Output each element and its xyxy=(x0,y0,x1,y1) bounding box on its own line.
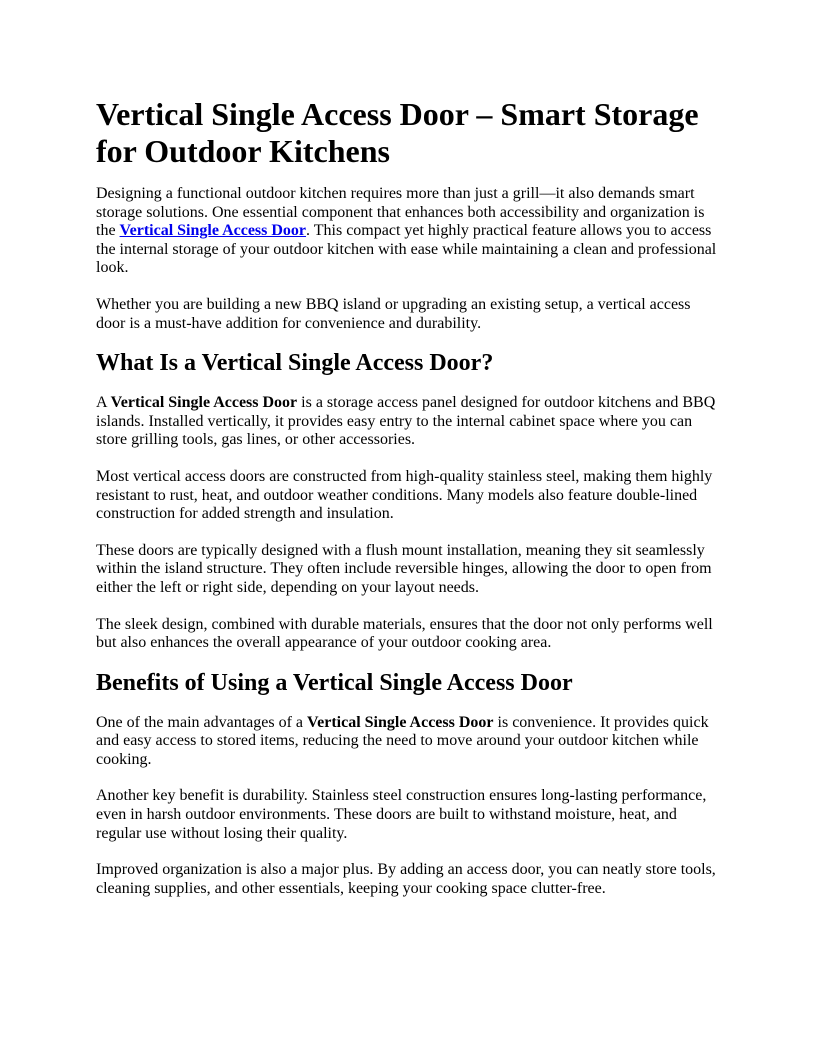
section1-paragraph-4: The sleek design, combined with durable materials, ensures that the door not only performs well but also enhances the overall appearance of your outdoor cooking area. xyxy=(96,615,713,652)
section2-text-after-bold: is convenience. It provides quick and easy access to stored items, reducing the need to move around your outdoor kitchen while cooking. xyxy=(96,713,709,768)
section-heading-what-is: What Is a Vertical Single Access Door? xyxy=(96,350,494,377)
section1-text-before-bold: A xyxy=(96,394,111,412)
vertical-single-access-door-link[interactable]: Vertical Single Access Door xyxy=(119,222,307,240)
section1-bold-term: Vertical Single Access Door xyxy=(110,394,298,412)
section2-text-before-bold: One of the main advantages of a xyxy=(96,713,308,731)
section2-bold-term: Vertical Single Access Door xyxy=(307,713,494,731)
section1-text-after-bold: is a storage access panel designed for outdoor kitchens and BBQ islands. Installed vertically, it provides easy entry to the internal cabinet space where you can store grilling tools, gas lines, or other accessories. xyxy=(96,394,716,449)
document-page xyxy=(96,96,720,916)
section1-paragraph-1 xyxy=(96,394,720,450)
page-title: Vertical Single Access Door – Smart Storage for Outdoor Kitchens xyxy=(96,96,699,169)
intro-text-before-link: Designing a functional outdoor kitchen requires more than just a grill—it also demands smart storage solutions. One essential component that enhances both accessibility and organization is the xyxy=(96,185,705,240)
section1-paragraph-3: These doors are typically designed with a flush mount installation, meaning they sit seamlessly within the island structure. They often include reversible hinges, allowing the door to open from either the left or right side, depending on your layout needs. xyxy=(96,541,712,596)
intro-paragraph-1 xyxy=(96,185,720,278)
section2-paragraph-1 xyxy=(96,714,720,770)
section2-paragraph-2: Another key benefit is durability. Stainless steel construction ensures long-lasting performance, even in harsh outdoor environments. These doors are built to withstand moisture, heat, and regular use without losing their quality. xyxy=(96,787,707,842)
section2-paragraph-3: Improved organization is also a major plus. By adding an access door, you can neatly store tools, cleaning supplies, and other essentials, keeping your cooking space clutter-free. xyxy=(96,861,716,897)
intro-text-after-link: . This compact yet highly practical feature allows you to access the internal storage of your outdoor kitchen with ease while maintaining a clean and professional look. xyxy=(96,222,717,277)
intro-paragraph-2: Whether you are building a new BBQ island or upgrading an existing setup, a vertical access door is a must-have addition for convenience and durability. xyxy=(96,295,691,332)
section-heading-benefits: Benefits of Using a Vertical Single Access Door xyxy=(96,669,573,696)
section1-paragraph-2: Most vertical access doors are constructed from high-quality stainless steel, making them highly resistant to rust, heat, and outdoor weather conditions. Many models also feature double-lined construction for added strength and insulation. xyxy=(96,467,713,523)
